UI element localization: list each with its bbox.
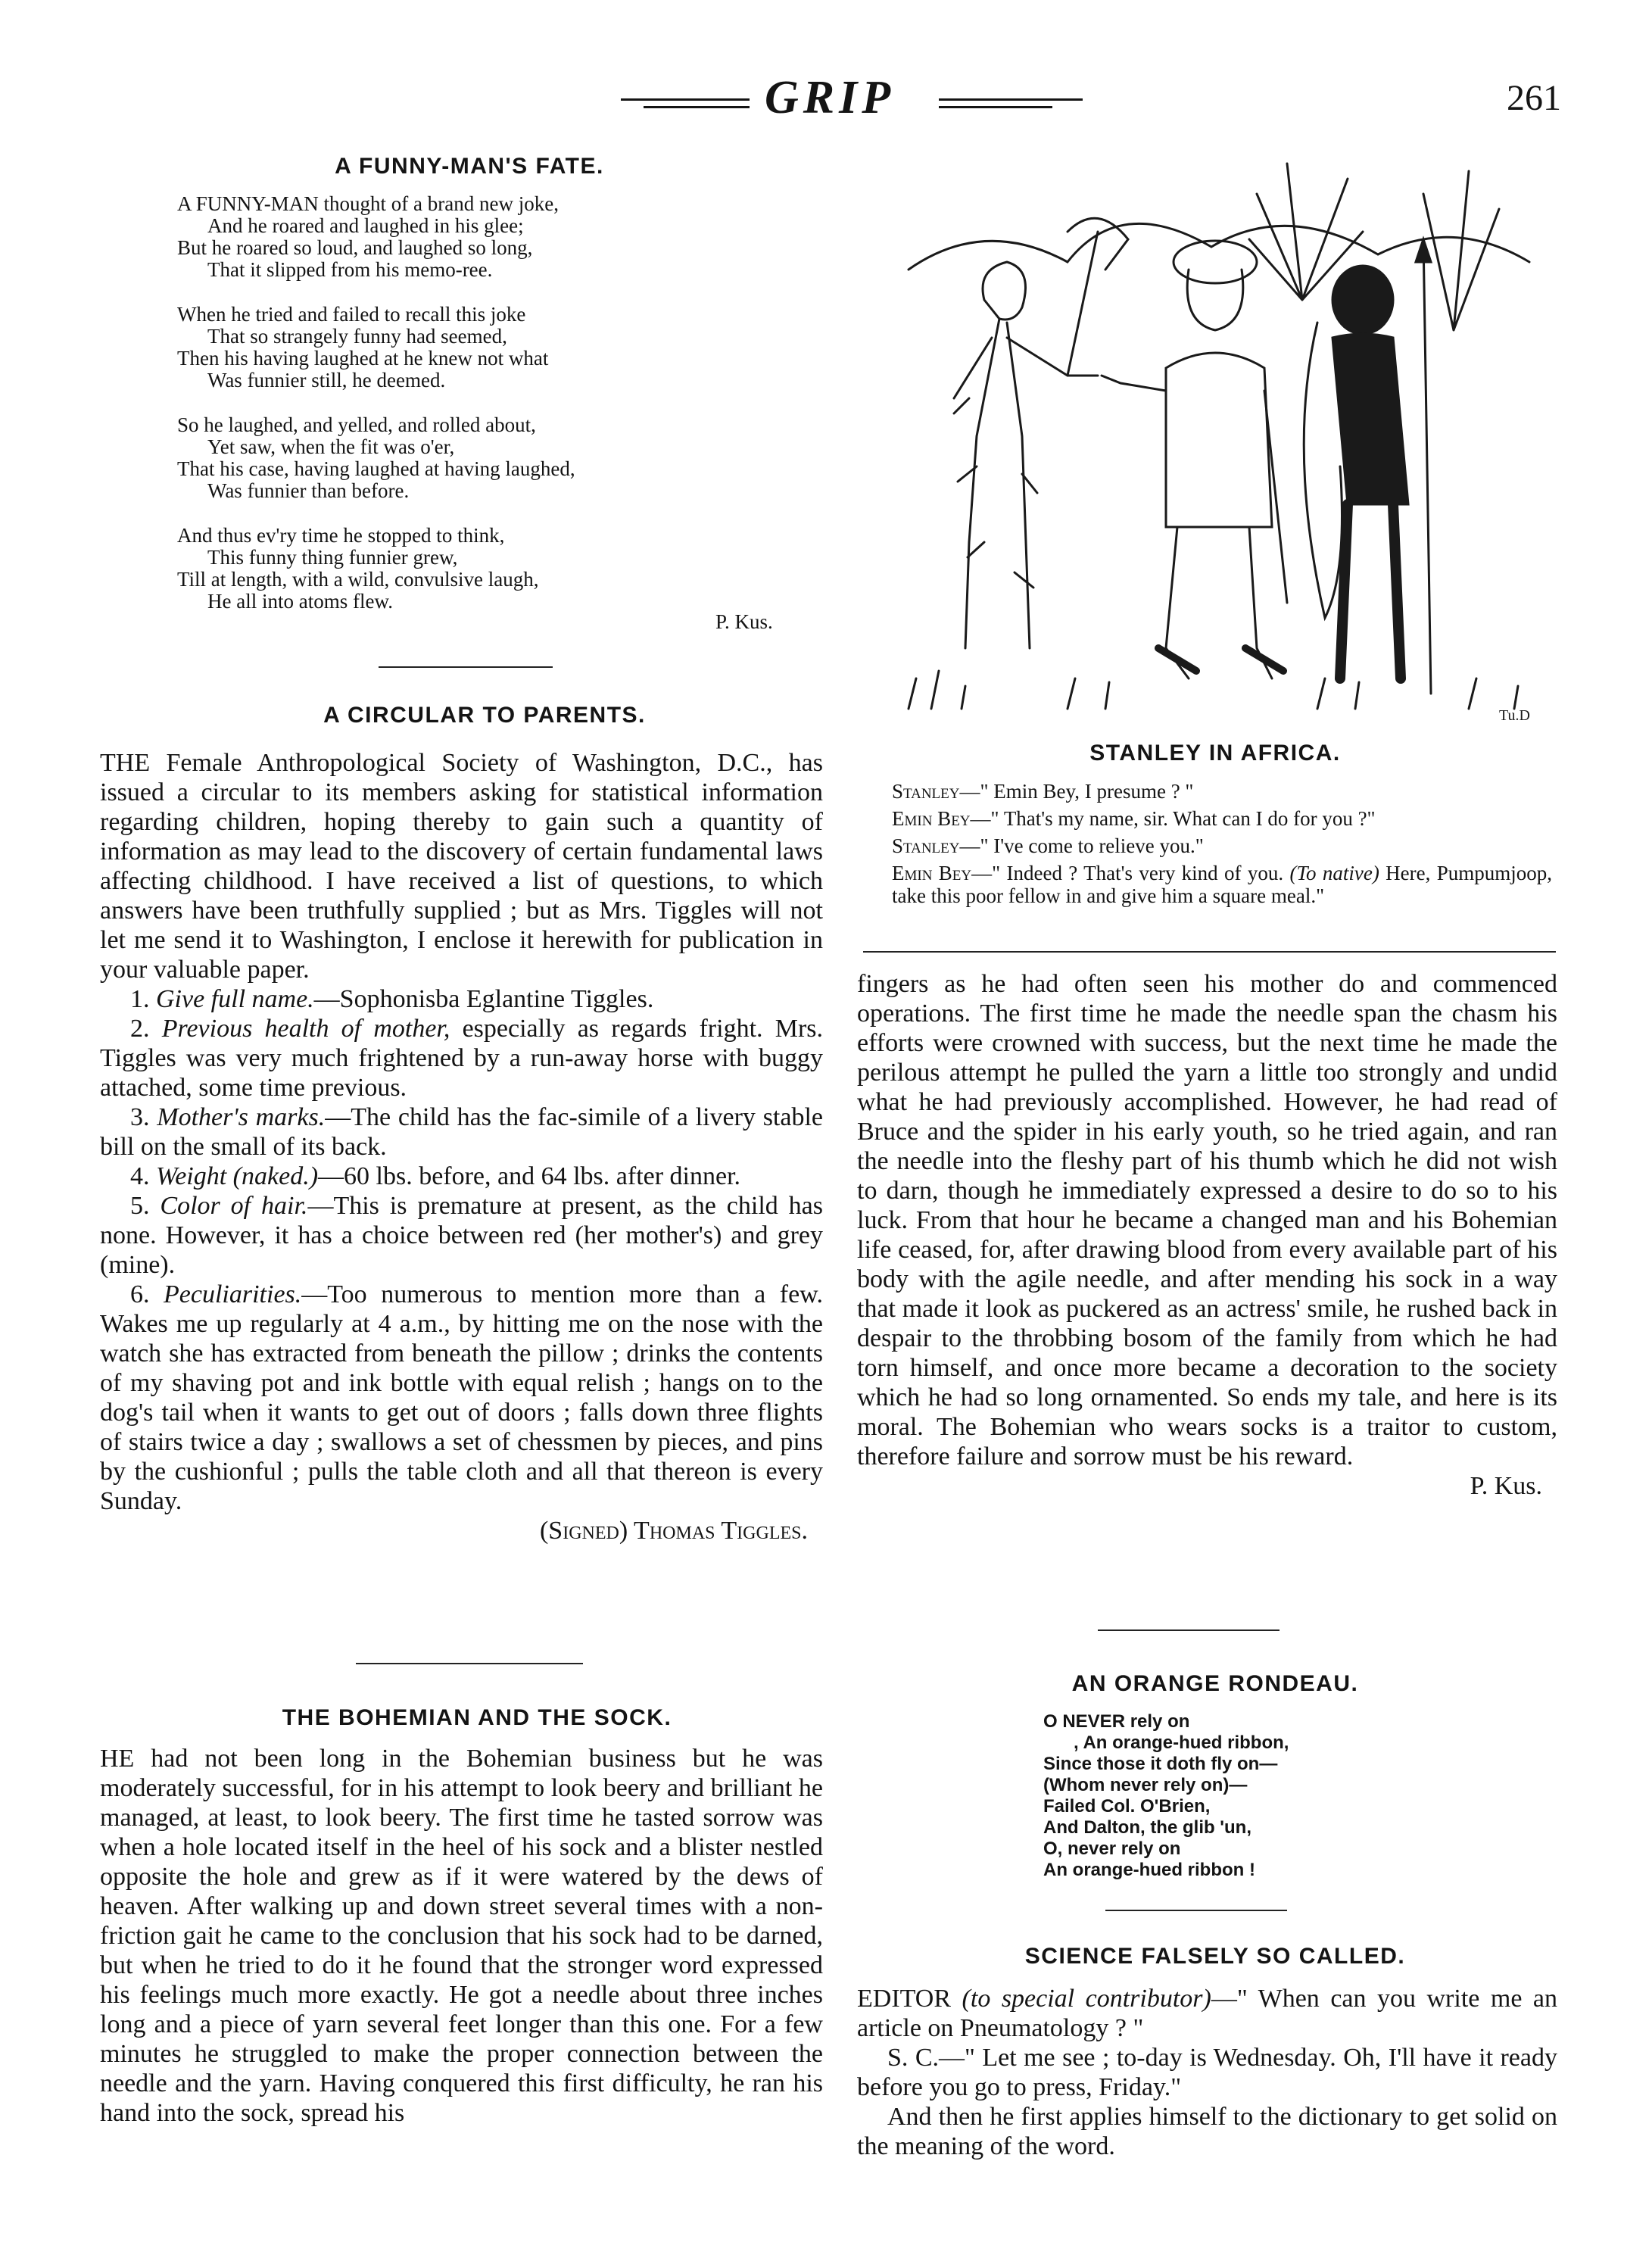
item-text: —Sophonisba Eglantine Tiggles. xyxy=(313,985,654,1013)
pith-helmet xyxy=(1174,241,1257,283)
speaker: Emin Bey xyxy=(892,862,972,884)
circular-title: A CIRCULAR TO PARENTS. xyxy=(323,703,646,728)
circular-item xyxy=(100,1014,823,1102)
circular-signed: (Signed) Thomas Tiggles. xyxy=(539,1517,808,1545)
bohemian-text-2: fingers as he had often seen his mother do and commenced operations. The first time he made the needle span the chasm his efforts were crowned with success, but the next time he made the perilous attempt he pulled the yarn a little too strongly and undid what he had previously accomplished. However, he had read of Bruce and the spider in his early youth, so he tried again, and ran the needle into the fleshy part of his thumb which he did not wish to darn, though he immediately expressed a desire to do so to his luck. From that hour he became a changed man and his Bohemian life ceased, for, after drawing blood from every available part of his body with the agile needle, and after mending his sock in a way that made it look as puckered as an actress' smile, he rushed back in despair to the throbbing bosom of the family from which he had torn himself, and once more became a decoration to the society which he had so long ornamented. So ends my tale, and here is its moral. The Bohemian who wears socks is a traitor to custom, therefore failure and sorrow must be his reward. xyxy=(857,970,1557,1470)
item-label: Give full name. xyxy=(156,985,314,1013)
rondeau-title: AN ORANGE RONDEAU. xyxy=(1071,1671,1359,1696)
item-number: 1. xyxy=(130,985,150,1013)
divider xyxy=(1098,1629,1280,1631)
funny-man-signature: P. Kus. xyxy=(715,610,773,633)
native-body xyxy=(1333,334,1408,504)
masthead-title: GRIP xyxy=(765,72,896,123)
poem-line: So he laughed, and yelled, and rolled about, xyxy=(177,413,536,436)
speaker: Stanley xyxy=(892,834,960,857)
science-para-1 xyxy=(857,1984,1557,2043)
poem-line: Then his having laughed at he knew not what xyxy=(177,347,549,370)
bohemian-title: THE BOHEMIAN AND THE SOCK. xyxy=(282,1705,672,1730)
divider xyxy=(1105,1910,1287,1911)
line-text: Here, Pumpumjoop, take this poor fellow in and give him a square meal." xyxy=(892,862,1552,907)
dialogue-line xyxy=(892,807,1552,830)
poem-line: And thus ev'ry time he stopped to think, xyxy=(177,524,505,547)
item-text: —The child has the fac-simile of a livery stable bill on the small of its back. xyxy=(100,1103,823,1161)
science-text: EDITOR xyxy=(857,1985,962,2013)
grass xyxy=(909,671,1518,709)
poem-line: He all into atoms flew. xyxy=(207,590,393,613)
stanley-tunic xyxy=(1166,353,1272,527)
artist-mark: Tu.D xyxy=(1499,707,1530,724)
science-aside: (to special contributor) xyxy=(962,1985,1211,2013)
ragged-man-body xyxy=(965,319,1030,648)
poem-line: , An orange-hued ribbon, xyxy=(1074,1732,1289,1753)
poem-line: Failed Col. O'Brien, xyxy=(1043,1796,1211,1817)
poem-line: Was funnier than before. xyxy=(207,479,410,502)
stanley-dialogue xyxy=(886,780,1552,907)
circular-body xyxy=(100,748,823,1545)
poem-line: Yet saw, when the fit was o'er, xyxy=(207,435,455,458)
stanza xyxy=(177,414,859,502)
funny-man-title: A FUNNY-MAN'S FATE. xyxy=(335,154,604,179)
poem-line: That it slipped from his memo-ree. xyxy=(207,258,493,281)
item-label: Peculiarities. xyxy=(164,1280,302,1308)
circular-item xyxy=(100,1162,823,1191)
masthead-rule-right xyxy=(939,98,1083,101)
circular-item xyxy=(100,984,823,1014)
item-text: —60 lbs. before, and 64 lbs. after dinner. xyxy=(318,1162,741,1190)
item-number: 5. xyxy=(130,1192,150,1220)
poem-line: That so strangely funny had seemed, xyxy=(207,325,507,348)
stanley-head xyxy=(1187,270,1243,330)
circular-item xyxy=(100,1280,823,1516)
science-para-2: S. C.—" Let me see ; to-day is Wednesday. Oh, I'll have it ready before you go to press, Friday." xyxy=(857,2044,1557,2101)
dialogue-line xyxy=(892,862,1552,907)
masthead-rule-left xyxy=(621,98,750,101)
masthead xyxy=(0,72,1652,129)
item-number: 6. xyxy=(130,1280,150,1308)
poem-line: And Dalton, the glib 'un, xyxy=(1043,1817,1252,1838)
item-label: Weight (naked.) xyxy=(156,1162,319,1190)
stanza xyxy=(177,193,859,281)
palm-icon xyxy=(1423,171,1499,330)
bohemian-col2 xyxy=(857,969,1557,1501)
poem-line: When he tried and failed to recall this joke xyxy=(177,303,526,326)
speaker: Emin Bey xyxy=(892,807,971,830)
poem-line: But he roared so loud, and laughed so long, xyxy=(177,236,533,259)
dialogue-line xyxy=(892,834,1552,857)
umbrella-icon xyxy=(1068,218,1128,376)
ragged-man-head xyxy=(983,262,1026,320)
stanley-illustration xyxy=(893,148,1537,724)
bohemian-text-1: HE had not been long in the Bohemian business but he was moderately successful, for in his attempt to look beery and brilliant he managed, at least, to look beery. The first time he tasted sorrow was when a hole located itself in the heel of his sock and a blister nestled opposite the hole and grew as if it were watered by the dews of heaven. After walking up and down street several times with a non-friction gait he came to the conclusion that his sock had to be darned, but when he tried to do it he found that the stronger word expressed his feelings much more exactly. He got a needle about three inches long and a piece of yarn several feet longer than this one. For a few minutes he struggled to make the proper connection between the needle and the yarn. Having conquered this first difficulty, he ran his hand into the sock, spread his xyxy=(100,1745,823,2127)
sword xyxy=(1264,391,1287,603)
poem-line: Since those it doth fly on— xyxy=(1043,1754,1278,1774)
line-text: —" That's my name, sir. What can I do for you ?" xyxy=(970,807,1376,830)
spear xyxy=(1423,239,1431,694)
item-text: —Too numerous to mention more than a few. Wakes me up regularly at 4 a.m., by hitting me on the nose with the watch she has extracted from beneath the pillow ; drinks the contents of my shaving pot and ink bottle with equal relish ; hangs on to the dog's tail when it wants to get out of doors ; falls down three flights of stairs twice a day ; swallows a set of chessmen by pieces, and pins by the cushionful ; pulls the table cloth and all that thereon is every Sunday. xyxy=(100,1280,824,1515)
stanley-arm xyxy=(1102,376,1166,391)
circular-item xyxy=(100,1102,823,1162)
poem-line: That his case, having laughed at having laughed, xyxy=(177,457,575,480)
circular-intro: THE Female Anthropological Society of Washington, D.C., has issued a circular to its members asking for statistical information regarding children, hoping thereby to gain such a quantity of information as may lead to the discovery of certain fundamental laws affecting childhood. I have received a list of questions, to which answers have been truthfully supplied ; but as Mrs. Tiggles will not let me send it to Washington, I enclose it herewith for publication in your valuable paper. xyxy=(100,749,823,984)
poem-line: Till at length, with a wild, convulsive laugh, xyxy=(177,568,539,591)
dialogue-line xyxy=(892,780,1552,803)
divider xyxy=(863,951,1556,953)
stanley-boots xyxy=(1158,648,1283,671)
science-body xyxy=(857,1984,1557,2161)
rondeau-poem xyxy=(1043,1711,1437,1881)
poem-line: O, never rely on xyxy=(1043,1838,1181,1859)
science-text: —" When can you write me an article on Pneumatology ? " xyxy=(857,1985,1558,2042)
native-legs xyxy=(1340,504,1401,678)
page-number: 261 xyxy=(1507,78,1561,118)
poem-line: This funny thing funnier grew, xyxy=(207,546,458,569)
poem-line: And he roared and laughed in his glee; xyxy=(207,214,524,237)
line-text: —" Indeed ? That's very kind of you. xyxy=(971,862,1290,884)
funny-man-poem xyxy=(177,193,859,635)
masthead-rule-right-2 xyxy=(939,106,1052,108)
poem-line: (Whom never rely on)— xyxy=(1043,1775,1248,1795)
stanley-illustration-drawing xyxy=(893,148,1537,724)
stanley-title: STANLEY IN AFRICA. xyxy=(1089,741,1341,766)
item-number: 4. xyxy=(130,1162,150,1190)
item-number: 2. xyxy=(130,1015,150,1043)
science-title: SCIENCE FALSELY SO CALLED. xyxy=(1024,1944,1406,1969)
poem-line: A FUNNY-MAN thought of a brand new joke, xyxy=(177,192,559,215)
divider xyxy=(356,1663,583,1664)
ragged-man-arm xyxy=(954,338,1098,398)
divider xyxy=(379,666,553,668)
masthead-rule-left-2 xyxy=(644,106,750,108)
stanza xyxy=(177,304,859,391)
spear-tip xyxy=(1416,239,1431,262)
poem-line: O NEVER rely on xyxy=(1043,1711,1190,1732)
item-label: Previous health of mother, xyxy=(161,1015,450,1043)
item-text: especially as regards fright. Mrs. Tiggles was very much frightened by a run-away horse with buggy attached, some time previous. xyxy=(100,1015,823,1102)
circular-item xyxy=(100,1191,823,1280)
poem-line: An orange-hued ribbon ! xyxy=(1043,1860,1255,1880)
item-label: Mother's marks. xyxy=(157,1103,326,1131)
line-text: —" I've come to relieve you." xyxy=(959,834,1204,857)
stage-direction: (To native) xyxy=(1289,862,1379,884)
speaker: Stanley xyxy=(892,780,960,803)
bohemian-col1 xyxy=(100,1744,823,2128)
item-text: —This is premature at present, as the child has none. However, it has a choice between red (her mother's) and grey (mine). xyxy=(100,1192,823,1279)
poem-line: Was funnier still, he deemed. xyxy=(207,369,446,391)
science-para-3: And then he first applies himself to the dictionary to get solid on the meaning of the word. xyxy=(857,2103,1557,2160)
stanza xyxy=(177,525,859,613)
item-number: 3. xyxy=(130,1103,150,1131)
item-label: Color of hair. xyxy=(160,1192,308,1220)
line-text: —" Emin Bey, I presume ? " xyxy=(959,780,1194,803)
native-head xyxy=(1333,266,1393,334)
bohemian-signature: P. Kus. xyxy=(1470,1472,1542,1500)
